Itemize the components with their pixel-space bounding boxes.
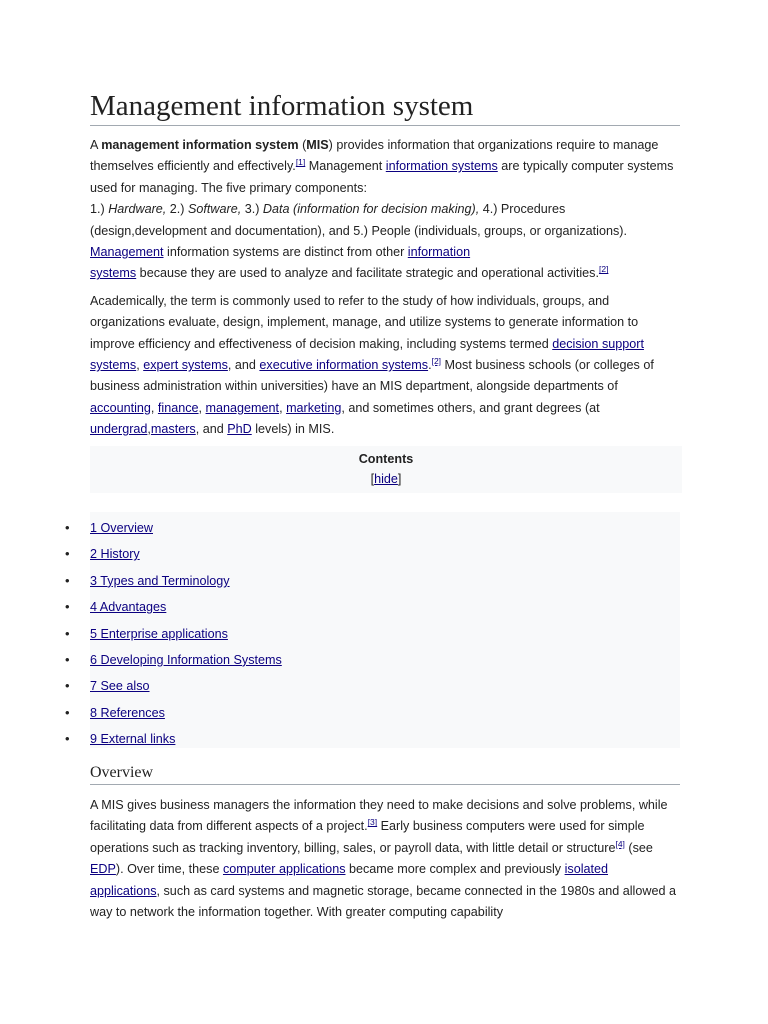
toc-link-overview[interactable]: 1 Overview xyxy=(90,521,153,535)
bold-abbr: MIS xyxy=(306,138,329,152)
toc-link-types[interactable]: 3 Types and Terminology xyxy=(90,573,230,588)
bracket: [ xyxy=(370,471,375,486)
link-finance[interactable]: finance xyxy=(157,400,199,415)
toc-link-see-also[interactable]: 7 See also xyxy=(90,679,150,694)
text: Academically, the term is commonly used to refer to the study of how individuals, groups, and organizations evaluate, design, implement, manage, and utilize systems to generate information to improve efficiency and effectiveness of decision making, including systems termed xyxy=(90,293,639,351)
text: , and sometimes others, and grant degrees (at xyxy=(341,400,600,415)
toc-link-history[interactable]: 2 History xyxy=(90,547,140,562)
text: A xyxy=(90,138,102,152)
link-information-systems-2[interactable]: information xyxy=(407,245,471,260)
text: , xyxy=(147,422,151,437)
toc-link-external[interactable]: 9 External links xyxy=(90,732,176,747)
link-information-systems-2b[interactable]: systems xyxy=(90,266,137,281)
italic-text: Hardware, xyxy=(108,202,167,217)
intro-paragraph xyxy=(90,135,680,285)
toc-title: Contents xyxy=(358,451,414,466)
toc-item xyxy=(65,568,680,594)
text: , and xyxy=(227,358,260,373)
toc-hide-toggle xyxy=(90,469,682,489)
text: , xyxy=(136,358,144,373)
toc-link-advantages[interactable]: 4 Advantages xyxy=(90,600,167,615)
toc-item xyxy=(65,647,680,673)
link-accounting[interactable]: accounting xyxy=(90,400,151,415)
text: 3.) xyxy=(241,202,263,217)
link-isolated-applications[interactable]: isolated applications xyxy=(90,862,609,898)
bracket: ] xyxy=(397,471,402,486)
text: , xyxy=(150,400,158,415)
toc-item xyxy=(65,541,680,567)
text: A MIS gives business managers the information they need to make decisions and solve problems, while facilitating data from different aspects of a project. xyxy=(90,798,668,834)
italic-text: Data (information for decision making), xyxy=(262,202,480,217)
academic-paragraph xyxy=(90,291,680,441)
toc-link-enterprise[interactable]: 5 Enterprise applications xyxy=(90,626,228,641)
link-executive-information-systems[interactable]: executive information systems xyxy=(259,358,429,373)
text: 4.) Procedures (design,development and documentation), and 5.) People (individuals, groups, or organizations). xyxy=(90,202,627,238)
text: are typically computer systems used for managing. The five primary components: xyxy=(90,159,674,195)
text: , such as card systems and magnetic storage, became connected in the 1980s and allowed a way to network the information together. With greater computing capability xyxy=(90,883,676,920)
text: levels) in MIS. xyxy=(251,422,335,437)
text: Management xyxy=(305,159,386,174)
link-marketing[interactable]: marketing xyxy=(286,400,342,415)
toc-item xyxy=(65,512,680,541)
overview-paragraph xyxy=(90,795,680,923)
ref-2-link[interactable]: [2] xyxy=(598,264,609,275)
text: 2.) xyxy=(166,202,188,217)
article xyxy=(90,88,680,920)
toc-link-references[interactable]: 8 References xyxy=(90,705,165,720)
text: information systems are distinct from other xyxy=(163,245,408,260)
text: 1.) xyxy=(90,202,109,217)
italic-text: Software, xyxy=(188,202,242,217)
text: (see xyxy=(624,840,653,855)
link-management[interactable]: Management xyxy=(90,245,164,260)
text: , xyxy=(198,400,206,415)
toc-item xyxy=(65,594,680,620)
link-edp[interactable]: EDP xyxy=(90,862,116,877)
toc-link-developing[interactable]: 6 Developing Information Systems xyxy=(90,652,282,667)
text: became more complex and previously xyxy=(345,862,565,877)
ref-3-link[interactable]: [3] xyxy=(367,817,378,828)
text: , xyxy=(279,400,287,415)
toc-item xyxy=(65,700,680,726)
text: Early business computers were used for simple operations such as tracking inventory, billing, sales, or payroll data, with little detail or structure xyxy=(90,819,645,855)
link-information-systems[interactable]: information systems xyxy=(385,159,498,174)
link-undergrad[interactable]: undergrad xyxy=(90,422,148,437)
overview-heading: Overview xyxy=(90,762,680,785)
text: Most business schools (or colleges of business administration within universities) have an MIS department, alongside departments of xyxy=(90,358,654,394)
toc-header xyxy=(90,446,682,493)
toc-hide-link[interactable]: hide xyxy=(374,471,398,486)
ref-2b-link[interactable]: [2] xyxy=(431,356,442,367)
text: . xyxy=(428,358,432,373)
toc-list xyxy=(65,512,680,748)
ref-1-link[interactable]: [1] xyxy=(295,157,306,168)
toc-item xyxy=(65,621,680,647)
toc-item xyxy=(65,726,680,752)
text: ( xyxy=(298,138,307,152)
link-decision-support[interactable]: decision support xyxy=(552,336,644,351)
text: , and xyxy=(195,422,228,437)
link-expert-systems[interactable]: expert systems xyxy=(143,358,228,373)
text: because they are used to analyze and facilitate strategic and operational activities. xyxy=(136,266,599,281)
link-management-2[interactable]: management xyxy=(205,400,280,415)
link-phd[interactable]: PhD xyxy=(227,422,252,437)
text: ). Over time, these xyxy=(115,862,223,877)
bold-term: management information system xyxy=(101,138,299,152)
link-decision-support-2[interactable]: systems xyxy=(90,358,137,373)
toc-item xyxy=(65,673,680,699)
ref-4-link[interactable]: [4] xyxy=(615,838,625,849)
link-computer-applications[interactable]: computer applications xyxy=(222,862,346,877)
page-title: Management information system xyxy=(90,88,680,126)
link-masters[interactable]: masters xyxy=(150,422,196,437)
text: ) provides information that organizations require to manage themselves efficiently and effectively. xyxy=(90,138,659,174)
